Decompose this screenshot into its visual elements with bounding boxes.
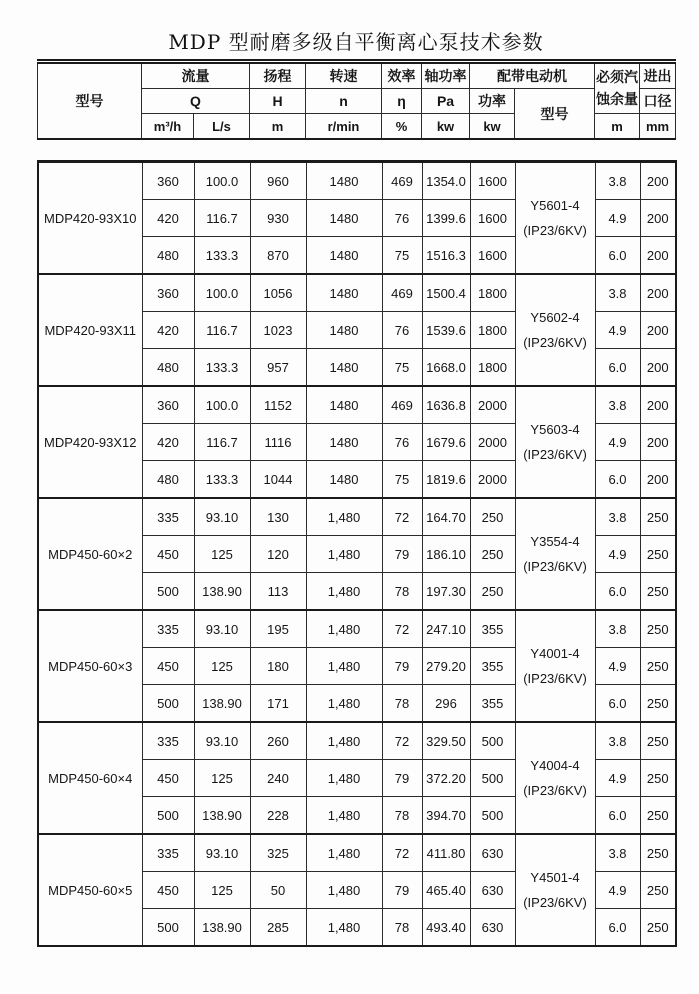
port-diameter-cell: 250: [640, 872, 676, 909]
npsh-cell: 4.9: [595, 424, 640, 461]
efficiency-symbol: η: [382, 89, 422, 114]
speed-cell: 1,480: [306, 498, 382, 536]
col-header-motor: 配带电动机: [470, 62, 595, 89]
head-cell: 960: [250, 162, 306, 200]
pump-model-cell: MDP420-93X11: [38, 274, 142, 386]
port-diameter-cell: 200: [640, 200, 676, 237]
efficiency-cell: 78: [382, 685, 422, 723]
table-row: [38, 722, 676, 760]
header-table: [37, 59, 676, 140]
motor-model-text: Y3554-4: [530, 533, 580, 549]
speed-cell: 1480: [306, 274, 382, 312]
efficiency-cell: 79: [382, 872, 422, 909]
npsh-unit: m: [595, 114, 640, 140]
motor-model-cell: [515, 498, 595, 610]
port-diameter-cell: 200: [640, 386, 676, 424]
head-cell: 240: [250, 760, 306, 797]
motor-model-cell: [515, 386, 595, 498]
motor-spec-text: (IP23/6KV): [523, 222, 587, 238]
efficiency-cell: 72: [382, 610, 422, 648]
efficiency-cell: 78: [382, 797, 422, 835]
motor-power-cell: 1800: [470, 312, 515, 349]
motor-power-cell: 250: [470, 498, 515, 536]
col-header-motor-model: 型号: [515, 89, 595, 140]
head-cell: 957: [250, 349, 306, 387]
head-cell: 930: [250, 200, 306, 237]
head-cell: 180: [250, 648, 306, 685]
table-row: [38, 162, 676, 200]
npsh-cell: 6.0: [595, 461, 640, 499]
speed-symbol: n: [306, 89, 382, 114]
pump-model-cell: MDP450-60×5: [38, 834, 142, 946]
npsh-cell: 3.8: [595, 498, 640, 536]
flow-m3h-cell: 335: [142, 722, 194, 760]
speed-cell: 1480: [306, 461, 382, 499]
col-header-model: 型号: [38, 62, 142, 140]
pump-model-cell: MDP450-60×2: [38, 498, 142, 610]
port-diameter-cell: 200: [640, 312, 676, 349]
table-row: [38, 274, 676, 312]
motor-model-cell: [515, 834, 595, 946]
flow-ls-cell: 100.0: [194, 386, 250, 424]
flow-ls-cell: 93.10: [194, 834, 250, 872]
motor-power-cell: 500: [470, 760, 515, 797]
flow-m3h-cell: 360: [142, 274, 194, 312]
flow-m3h-cell: 335: [142, 834, 194, 872]
port-diameter-cell: 250: [640, 648, 676, 685]
motor-power-cell: 1600: [470, 162, 515, 200]
flow-ls-cell: 93.10: [194, 610, 250, 648]
flow-ls-cell: 138.90: [194, 909, 250, 947]
efficiency-cell: 75: [382, 461, 422, 499]
flow-ls-cell: 138.90: [194, 685, 250, 723]
flow-m3h-cell: 450: [142, 536, 194, 573]
col-header-shaft-power: 轴功率: [422, 62, 470, 89]
head-symbol: H: [250, 89, 306, 114]
efficiency-cell: 76: [382, 200, 422, 237]
npsh-cell: 3.8: [595, 610, 640, 648]
port-diameter-cell: 200: [640, 424, 676, 461]
speed-cell: 1480: [306, 312, 382, 349]
motor-model-cell: [515, 274, 595, 386]
port-diameter-cell: 200: [640, 274, 676, 312]
motor-power-cell: 355: [470, 685, 515, 723]
flow-ls-cell: 125: [194, 536, 250, 573]
motor-model-cell: [515, 162, 595, 275]
port-diameter-cell: 250: [640, 722, 676, 760]
motor-spec-text: (IP23/6KV): [523, 558, 587, 574]
shaft-power-cell: 279.20: [422, 648, 470, 685]
flow-m3h-cell: 360: [142, 386, 194, 424]
head-cell: 870: [250, 237, 306, 275]
port-diameter-cell: 250: [640, 536, 676, 573]
data-table-body: [38, 162, 676, 947]
motor-power-cell: 630: [470, 909, 515, 947]
head-cell: 120: [250, 536, 306, 573]
motor-model-text: Y4004-4: [530, 757, 580, 773]
motor-power-cell: 250: [470, 536, 515, 573]
npsh-cell: 6.0: [595, 573, 640, 611]
motor-power-cell: 2000: [470, 424, 515, 461]
head-cell: 1116: [250, 424, 306, 461]
speed-cell: 1480: [306, 386, 382, 424]
col-header-efficiency: 效率: [382, 62, 422, 89]
flow-m3h-cell: 480: [142, 349, 194, 387]
table-row: [38, 834, 676, 872]
head-cell: 228: [250, 797, 306, 835]
pump-model-cell: MDP420-93X12: [38, 386, 142, 498]
flow-ls-cell: 138.90: [194, 573, 250, 611]
speed-cell: 1480: [306, 162, 382, 200]
npsh-cell: 6.0: [595, 685, 640, 723]
port-diameter-cell: 250: [640, 909, 676, 947]
shaft-power-cell: 372.20: [422, 760, 470, 797]
head-cell: 1056: [250, 274, 306, 312]
flow-ls-cell: 125: [194, 648, 250, 685]
flow-m3h-cell: 500: [142, 797, 194, 835]
head-cell: 1152: [250, 386, 306, 424]
flow-m3h-cell: 500: [142, 685, 194, 723]
motor-model-text: Y5603-4: [530, 421, 580, 437]
port-diameter-cell: 200: [640, 162, 676, 200]
efficiency-cell: 78: [382, 573, 422, 611]
head-cell: 1023: [250, 312, 306, 349]
shaft-power-cell: 1354.0: [422, 162, 470, 200]
port-unit: mm: [640, 114, 676, 140]
efficiency-cell: 79: [382, 648, 422, 685]
npsh-label-line1: 必须汽: [596, 68, 638, 85]
flow-m3h-cell: 335: [142, 498, 194, 536]
page-title: MDP 型耐磨多级自平衡离心泵技术参数: [168, 30, 544, 54]
flow-m3h-cell: 335: [142, 610, 194, 648]
port-diameter-cell: 250: [640, 797, 676, 835]
motor-spec-text: (IP23/6KV): [523, 446, 587, 462]
shaft-power-cell: 1636.8: [422, 386, 470, 424]
col-header-npsh: [595, 62, 640, 114]
motor-model-text: Y4001-4: [530, 645, 580, 661]
motor-power-cell: 1600: [470, 200, 515, 237]
speed-cell: 1,480: [306, 909, 382, 947]
shaft-power-cell: 186.10: [422, 536, 470, 573]
flow-unit-m3h: m³/h: [142, 114, 194, 140]
motor-power-unit: kw: [470, 114, 515, 140]
shaft-unit: kw: [422, 114, 470, 140]
header-row-1: [38, 62, 676, 89]
motor-power-cell: 500: [470, 797, 515, 835]
motor-spec-text: (IP23/6KV): [523, 334, 587, 350]
col-header-flow: 流量: [142, 62, 250, 89]
pump-model-cell: MDP450-60×4: [38, 722, 142, 834]
pump-model-cell: MDP450-60×3: [38, 610, 142, 722]
npsh-cell: 4.9: [595, 200, 640, 237]
motor-power-cell: 500: [470, 722, 515, 760]
col-header-port-line1: 进出: [640, 62, 676, 89]
efficiency-cell: 76: [382, 424, 422, 461]
port-diameter-cell: 200: [640, 461, 676, 499]
npsh-cell: 4.9: [595, 312, 640, 349]
shaft-power-cell: 465.40: [422, 872, 470, 909]
flow-ls-cell: 133.3: [194, 237, 250, 275]
efficiency-cell: 72: [382, 722, 422, 760]
speed-cell: 1480: [306, 424, 382, 461]
npsh-cell: 4.9: [595, 536, 640, 573]
npsh-cell: 3.8: [595, 162, 640, 200]
flow-ls-cell: 93.10: [194, 722, 250, 760]
head-cell: 285: [250, 909, 306, 947]
pump-model-cell: MDP420-93X10: [38, 162, 142, 275]
flow-ls-cell: 116.7: [194, 424, 250, 461]
motor-power-cell: 355: [470, 648, 515, 685]
shaft-power-cell: 1819.6: [422, 461, 470, 499]
efficiency-cell: 76: [382, 312, 422, 349]
speed-unit: r/min: [306, 114, 382, 140]
flow-symbol: Q: [142, 89, 250, 114]
efficiency-cell: 79: [382, 536, 422, 573]
head-cell: 130: [250, 498, 306, 536]
port-diameter-cell: 250: [640, 610, 676, 648]
motor-power-cell: 250: [470, 573, 515, 611]
flow-m3h-cell: 480: [142, 237, 194, 275]
flow-ls-cell: 100.0: [194, 162, 250, 200]
head-cell: 195: [250, 610, 306, 648]
flow-m3h-cell: 420: [142, 200, 194, 237]
efficiency-cell: 78: [382, 909, 422, 947]
port-diameter-cell: 200: [640, 237, 676, 275]
motor-model-text: Y5602-4: [530, 309, 580, 325]
speed-cell: 1,480: [306, 872, 382, 909]
shaft-power-cell: 296: [422, 685, 470, 723]
npsh-cell: 4.9: [595, 872, 640, 909]
npsh-cell: 3.8: [595, 722, 640, 760]
speed-cell: 1,480: [306, 685, 382, 723]
shaft-power-cell: 493.40: [422, 909, 470, 947]
shaft-power-cell: 1539.6: [422, 312, 470, 349]
motor-spec-text: (IP23/6KV): [523, 670, 587, 686]
col-header-speed: 转速: [306, 62, 382, 89]
npsh-cell: 3.8: [595, 386, 640, 424]
speed-cell: 1480: [306, 237, 382, 275]
flow-ls-cell: 116.7: [194, 200, 250, 237]
flow-ls-cell: 133.3: [194, 349, 250, 387]
efficiency-unit: %: [382, 114, 422, 140]
speed-cell: 1480: [306, 200, 382, 237]
shaft-power-cell: 394.70: [422, 797, 470, 835]
speed-cell: 1,480: [306, 797, 382, 835]
shaft-power-cell: 247.10: [422, 610, 470, 648]
head-cell: 1044: [250, 461, 306, 499]
flow-m3h-cell: 360: [142, 162, 194, 200]
speed-cell: 1,480: [306, 573, 382, 611]
speed-cell: 1,480: [306, 760, 382, 797]
port-diameter-cell: 250: [640, 834, 676, 872]
flow-m3h-cell: 450: [142, 872, 194, 909]
flow-m3h-cell: 500: [142, 573, 194, 611]
speed-cell: 1,480: [306, 834, 382, 872]
port-diameter-cell: 250: [640, 685, 676, 723]
head-cell: 113: [250, 573, 306, 611]
npsh-cell: 3.8: [595, 834, 640, 872]
shaft-power-cell: 411.80: [422, 834, 470, 872]
motor-spec-text: (IP23/6KV): [523, 782, 587, 798]
flow-ls-cell: 100.0: [194, 274, 250, 312]
flow-ls-cell: 125: [194, 760, 250, 797]
flow-m3h-cell: 420: [142, 424, 194, 461]
motor-power-cell: 630: [470, 834, 515, 872]
efficiency-cell: 469: [382, 386, 422, 424]
head-cell: 260: [250, 722, 306, 760]
npsh-cell: 6.0: [595, 349, 640, 387]
head-unit: m: [250, 114, 306, 140]
speed-cell: 1,480: [306, 536, 382, 573]
head-cell: 50: [250, 872, 306, 909]
shaft-power-cell: 1399.6: [422, 200, 470, 237]
shaft-power-cell: 164.70: [422, 498, 470, 536]
npsh-label-line2: 蚀余量: [596, 90, 638, 107]
table-row: [38, 610, 676, 648]
head-cell: 171: [250, 685, 306, 723]
efficiency-cell: 72: [382, 498, 422, 536]
flow-m3h-cell: 420: [142, 312, 194, 349]
motor-model-cell: [515, 610, 595, 722]
motor-power-cell: 2000: [470, 386, 515, 424]
table-row: [38, 386, 676, 424]
shaft-power-cell: 1500.4: [422, 274, 470, 312]
flow-ls-cell: 116.7: [194, 312, 250, 349]
motor-model-text: Y4501-4: [530, 869, 580, 885]
motor-power-label: 功率: [470, 89, 515, 114]
shaft-power-cell: 1516.3: [422, 237, 470, 275]
motor-spec-text: (IP23/6KV): [523, 894, 587, 910]
data-table: [37, 160, 677, 947]
efficiency-cell: 79: [382, 760, 422, 797]
efficiency-cell: 469: [382, 274, 422, 312]
motor-model-text: Y5601-4: [530, 197, 580, 213]
flow-ls-cell: 138.90: [194, 797, 250, 835]
efficiency-cell: 469: [382, 162, 422, 200]
head-cell: 325: [250, 834, 306, 872]
table-row: [38, 498, 676, 536]
flow-ls-cell: 133.3: [194, 461, 250, 499]
npsh-cell: 6.0: [595, 237, 640, 275]
flow-unit-ls: L/s: [194, 114, 250, 140]
speed-cell: 1480: [306, 349, 382, 387]
speed-cell: 1,480: [306, 648, 382, 685]
shaft-symbol: Pa: [422, 89, 470, 114]
efficiency-cell: 75: [382, 349, 422, 387]
efficiency-cell: 75: [382, 237, 422, 275]
port-diameter-cell: 250: [640, 498, 676, 536]
flow-m3h-cell: 500: [142, 909, 194, 947]
shaft-power-cell: 329.50: [422, 722, 470, 760]
motor-power-cell: 1800: [470, 349, 515, 387]
flow-m3h-cell: 450: [142, 648, 194, 685]
shaft-power-cell: 197.30: [422, 573, 470, 611]
motor-power-cell: 1600: [470, 237, 515, 275]
speed-cell: 1,480: [306, 722, 382, 760]
motor-model-cell: [515, 722, 595, 834]
col-header-port-line2: 口径: [640, 89, 676, 114]
efficiency-cell: 72: [382, 834, 422, 872]
shaft-power-cell: 1679.6: [422, 424, 470, 461]
motor-power-cell: 2000: [470, 461, 515, 499]
motor-power-cell: 630: [470, 872, 515, 909]
flow-m3h-cell: 450: [142, 760, 194, 797]
flow-m3h-cell: 480: [142, 461, 194, 499]
speed-cell: 1,480: [306, 610, 382, 648]
port-diameter-cell: 200: [640, 349, 676, 387]
shaft-power-cell: 1668.0: [422, 349, 470, 387]
npsh-cell: 3.8: [595, 274, 640, 312]
col-header-head: 扬程: [250, 62, 306, 89]
npsh-cell: 4.9: [595, 760, 640, 797]
flow-ls-cell: 93.10: [194, 498, 250, 536]
npsh-cell: 6.0: [595, 909, 640, 947]
port-diameter-cell: 250: [640, 760, 676, 797]
flow-ls-cell: 125: [194, 872, 250, 909]
npsh-cell: 4.9: [595, 648, 640, 685]
motor-power-cell: 1800: [470, 274, 515, 312]
npsh-cell: 6.0: [595, 797, 640, 835]
motor-power-cell: 355: [470, 610, 515, 648]
port-diameter-cell: 250: [640, 573, 676, 611]
